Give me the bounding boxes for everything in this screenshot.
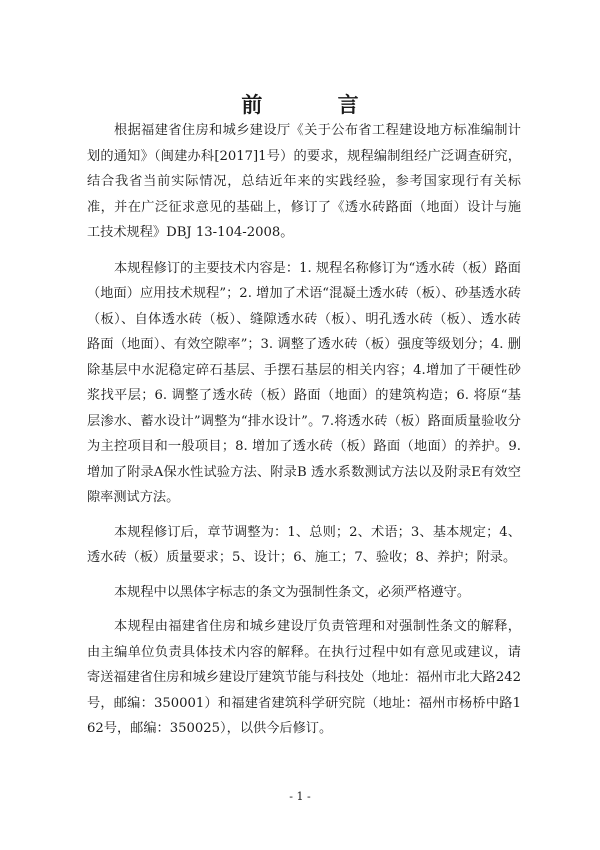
paragraph-management-contact: 本规程由福建省住房和城乡建设厅负责管理和对强制性条文的解释，由主编单位负责具体技术内容的解释。在执行过程中如有意见或建议，请寄送福建省住房和城乡建设厅建筑节能与科技处（地址：福州市北大路242号，邮编：350001）和福建省建筑科学研究院（地址：福州市杨桥中路162号，邮编：350025），以供今后修订。: [87, 619, 521, 736]
page-title: 前 言: [241, 92, 393, 117]
paragraph-chapter-structure: 本规程修订后，章节调整为：1、总则；2、术语；3、基本规定；4、透水砖（板）质量要求；5、设计；6、施工；7、验收；8、养护；附录。: [87, 524, 521, 565]
paragraph-mandatory-provisions: 本规程中以黑体字标志的条文为强制性条文，必须严格遵守。: [114, 584, 471, 600]
page-number: - 1 -: [289, 790, 311, 803]
paragraph-main-revisions: 本规程修订的主要技术内容是：1. 规程名称修订为“透水砖（板）路面（地面）应用技术规程”；2. 增加了术语“混凝土透水砖（板）、砂基透水砖（板）、自体透水砖（板）、缝隙透水砖（板）、明孔透水砖（板）、透水砖路面（地面）、有效空隙率”；3. 调整了透水砖（板）强度等级划分；4. 删除基层中水泥稳定碎石基层、手摆石基层的相关内容；4.增加了干硬性砂浆找平层；6. 调整了透水砖（板）路面（地面）的建筑构造；6. 将原“基层渗水、蓄水设计”调整为“排水设计”。7.将透水砖（板）路面质量验收分为主控项目和一般项目；8. 增加了透水砖（板）路面（地面）的养护。9. 增加了附录A保水性试验方法、附录B 透水系数测试方法以及附录E有效空隙率测试方法。: [87, 260, 521, 505]
body-text: [87, 118, 521, 742]
paragraph-background: 根据福建省住房和城乡建设厅《关于公布省工程建设地方标准编制计划的通知》（闽建办科[2017]1号）的要求，规程编制组经广泛调查研究，结合我省当前实际情况，总结近年来的实践经验，参考国家现行有关标准，并在广泛征求意见的基础上，修订了《透水砖路面（地面）设计与施工技术规程》DBJ 13-104-2008。: [87, 123, 521, 240]
